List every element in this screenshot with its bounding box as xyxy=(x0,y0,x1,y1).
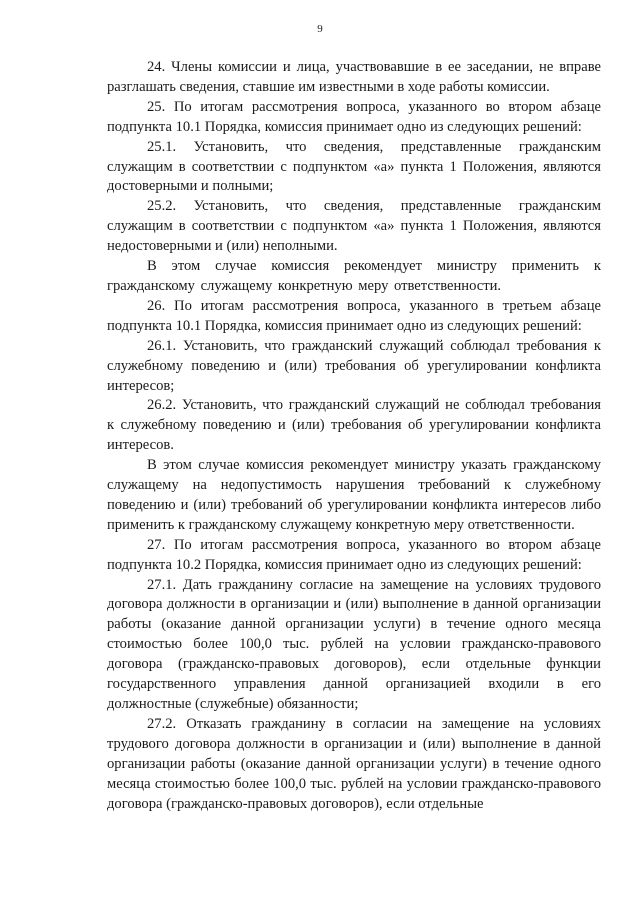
paragraph-25: 25. По итогам рассмотрения вопроса, указанного во втором абзаце подпункта 10.1 Порядка, комиссия принимает одно из следующих решений: xyxy=(107,98,601,135)
paragraph-27: 27. По итогам рассмотрения вопроса, указанного во втором абзаце подпункта 10.2 Порядка, комиссия принимает одно из следующих решений: xyxy=(107,536,601,573)
paragraph-25-note: В этом случае комиссия рекомендует министру применить к гражданскому служащему конкретную меру ответственности. xyxy=(107,258,601,294)
paragraph-25-1: 25.1. Установить, что сведения, представленные гражданским служащим в соответствии с подпунктом «а» пункта 1 Положения, являются достоверными и полными; xyxy=(107,138,601,195)
paragraph-27-1: 27.1. Дать гражданину согласие на замещение на условиях трудового договора должности в организации и (или) выполнение в данной организации работы (оказание данной организации услуги) в течение одного месяца стоимостью более 100,0 тыс. рублей на условии гражданско-правового договора (гражданско-правовых договоров), если отдельные функции государственного управления данной организацией входили в его должностные (служебные) обязанности; xyxy=(107,576,601,712)
page-number: 9 xyxy=(317,23,323,35)
paragraph-24: 24. Члены комиссии и лица, участвовавшие в ее заседании, не вправе разглашать сведения, ставшие им известными в ходе работы комиссии. xyxy=(107,59,601,95)
paragraph-26-note: В этом случае комиссия рекомендует министру указать гражданскому служащему на недопустимость нарушения требований к служебному поведению и (или) требований об урегулировании конфликта интересов либо применить к гражданскому служащему конкретную меру ответственности. xyxy=(107,457,601,533)
paragraph-26-2: 26.2. Установить, что гражданский служащий не соблюдал требования к служебному поведению и (или) требования об урегулировании конфликта интересов. xyxy=(107,397,601,454)
document-body xyxy=(107,58,601,814)
paragraph-25-2: 25.2. Установить, что сведения, представленные гражданским служащим в соответствии с подпунктом «а» пункта 1 Положения, являются недостоверными и (или) неполными. xyxy=(107,198,601,255)
paragraph-27-2: 27.2. Отказать гражданину в согласии на замещение на условиях трудового договора должности в организации и (или) выполнение в данной организации работы (оказание данной организации услуги) в течение одного месяца стоимостью более 100,0 тыс. рублей на условии гражданско-правового договора (гражданско-правовых договоров), если отдельные xyxy=(107,715,601,812)
paragraph-26-1: 26.1. Установить, что гражданский служащий соблюдал требования к служебному поведению и (или) требования об урегулировании конфликта интересов; xyxy=(107,337,601,394)
paragraph-26: 26. По итогам рассмотрения вопроса, указанного в третьем абзаце подпункта 10.1 Порядка, комиссия принимает одно из следующих решений: xyxy=(107,297,601,334)
